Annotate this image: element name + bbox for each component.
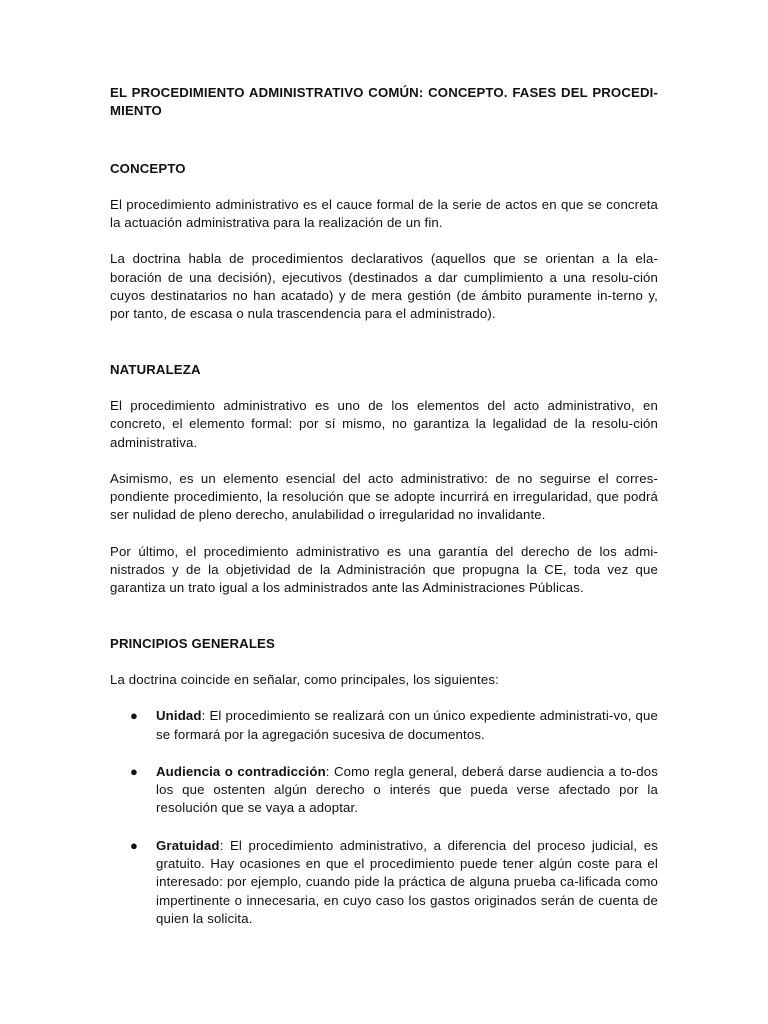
principle-text: : Como regla general, deberá darse audiencia a to-dos los que ostenten algún derecho o interés que pueda verse afectado por la resolución que se vaya a adoptar.: [156, 763, 658, 816]
bullet-icon: ●: [130, 708, 139, 724]
list-item-gratuidad: [110, 837, 658, 928]
principle-term: Audiencia o contradicción: [156, 763, 326, 779]
document-page: [110, 84, 658, 947]
naturaleza-paragraph-2: Asimismo, es un elemento esencial del acto administrativo: de no seguirse el corres-pondiente procedimiento, la resolución que se adopte incurrirá en irregularidad, que podrá ser nulidad de pleno derecho, anulabilidad o irregularidad no invalidante.: [110, 470, 658, 523]
list-item-audiencia: [110, 763, 658, 818]
list-item-unidad: [110, 707, 658, 744]
heading-concepto: CONCEPTO: [110, 160, 186, 176]
naturaleza-paragraph-1: El procedimiento administrativo es uno de los elementos del acto administrativo, en concreto, el elemento formal: por sí mismo, no garantiza la legalidad de la resolu-ción administrativa.: [110, 397, 658, 450]
principles-list: [110, 707, 658, 928]
naturaleza-paragraph-3: Por último, el procedimiento administrativo es una garantía del derecho de los admi-nistrados y de la objetividad de la Administración que propugna la CE, toda vez que garantiza un trato igual a los administrados ante las Administraciones Públicas.: [110, 543, 658, 596]
heading-naturaleza: NATURALEZA: [110, 361, 201, 377]
principios-intro: La doctrina coincide en señalar, como principales, los siguientes:: [110, 671, 499, 687]
concepto-paragraph-1: El procedimiento administrativo es el cauce formal de la serie de actos en que se concreta la actuación administrativa para la realización de un fin.: [110, 196, 658, 231]
concepto-paragraph-2: La doctrina habla de procedimientos declarativos (aquellos que se orientan a la ela-boración de una decisión), ejecutivos (destinados a dar cumplimiento a una resolu-ción cuyos destinatarios no han acatado) y de mera gestión (de ámbito puramente in-terno y, por tanto, de escasa o nula trascendencia para el administrado).: [110, 251, 658, 322]
document-title: EL PROCEDIMIENTO ADMINISTRATIVO COMÚN: CONCEPTO. FASES DEL PROCEDI-MIENTO: [110, 85, 658, 119]
heading-principios-generales: PRINCIPIOS GENERALES: [110, 635, 275, 651]
principle-text: : El procedimiento administrativo, a diferencia del proceso judicial, es gratuito. Hay ocasiones en que el procedimiento puede tener algún coste para el interesado: por ejemplo, cuando pide la práctica de alguna prueba ca-lificada como impertinente o innecesaria, en cuyo caso los gastos originados serán de cuenta de quien la solicita.: [156, 837, 658, 926]
principle-term: Unidad: [156, 708, 202, 724]
principle-text: : El procedimiento se realizará con un único expediente administrati-vo, que se formará por la agregación sucesiva de documentos.: [156, 708, 658, 742]
bullet-icon: ●: [130, 837, 139, 853]
bullet-icon: ●: [130, 763, 139, 779]
principle-term: Gratuidad: [156, 837, 220, 853]
